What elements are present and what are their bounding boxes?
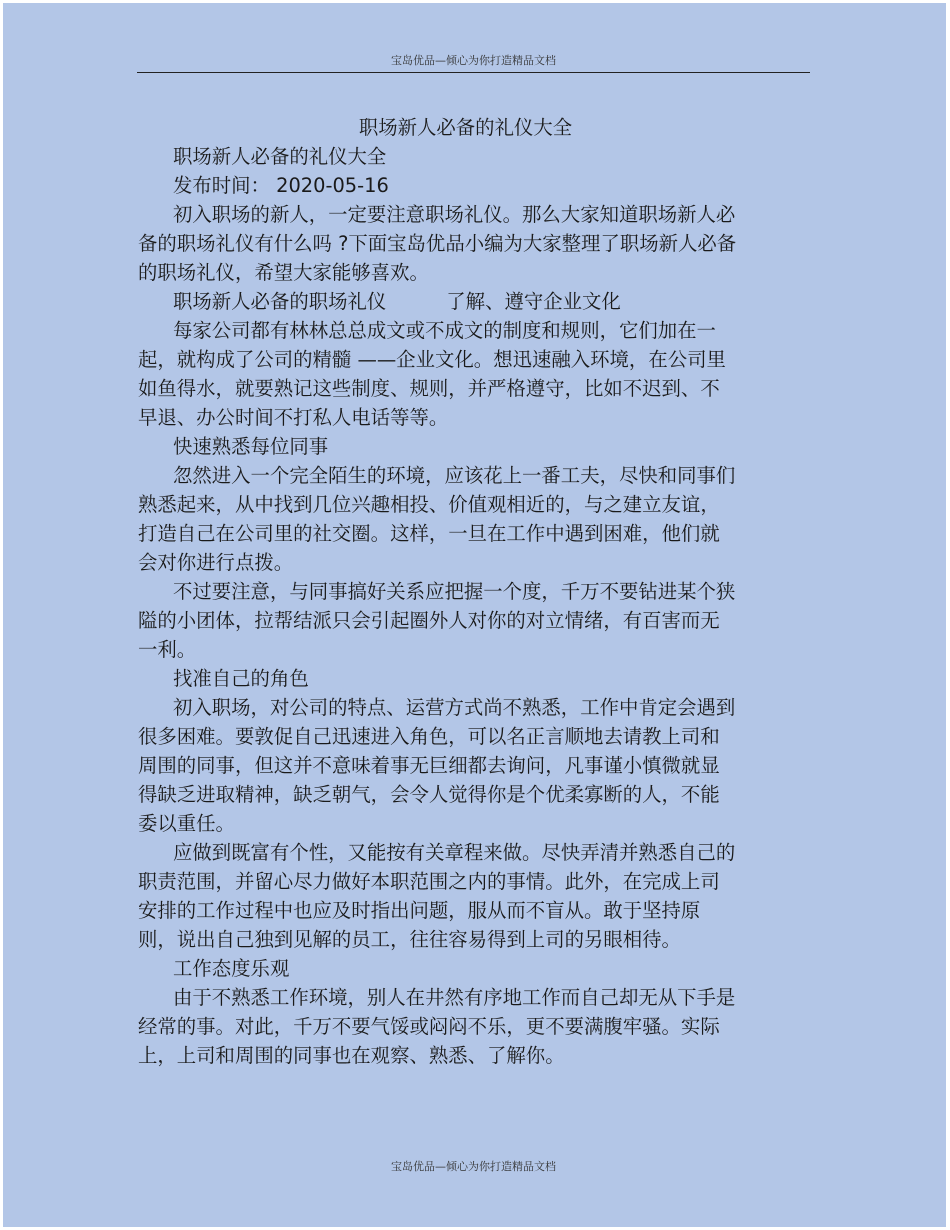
- paragraph-line: 隘的小团体，拉帮结派只会引起圈外人对你的对立情绪，有百害而无: [138, 609, 720, 632]
- document-title: 职场新人必备的礼仪大全: [358, 116, 573, 139]
- section-heading: [138, 287, 773, 316]
- paragraph-line: 不过要注意，与同事搞好关系应把握一个度，千万不要钻进某个狭: [173, 580, 736, 603]
- paragraph-line: 周围的同事，但这并不意味着事无巨细都去询问，凡事谨小慎微就显: [138, 754, 720, 777]
- paragraph-line: 每家公司都有林林总总成文或不成文的制度和规则，它们加在一: [173, 319, 716, 342]
- paragraph-line: 得缺乏进取精神，缺乏朝气，会令人觉得你是个优柔寡断的人，不能: [138, 783, 720, 806]
- paragraph-line: 打造自己在公司里的社交圈。这样，一旦在工作中遇到困难，他们就: [138, 522, 720, 545]
- paragraph-line: 熟悉起来，从中找到几位兴趣相投、价值观相近的，与之建立友谊，: [138, 493, 720, 516]
- paragraph-line: 会对你进行点拨。: [138, 551, 294, 574]
- paragraph-line: 如鱼得水，就要熟记这些制度、规则，并严格遵守，比如不迟到、不: [138, 377, 720, 400]
- document-body: [138, 113, 773, 1070]
- paragraph-line: 早退、办公时间不打私人电话等等。: [138, 406, 449, 429]
- paragraph-line: 一利。: [138, 638, 197, 661]
- paragraph-line: 委以重任。: [138, 812, 235, 835]
- section-heading: 工作态度乐观: [173, 957, 290, 980]
- paragraph-line: 安排的工作过程中也应及时指出问题，服从而不盲从。敢于坚持原: [138, 899, 701, 922]
- paragraph-line: 上，上司和周围的同事也在观察、熟悉、了解你。: [138, 1044, 565, 1067]
- paragraph-line: 经常的事。对此，千万不要气馁或闷闷不乐，更不要满腹牢骚。实际: [138, 1015, 720, 1038]
- paragraph-line: 初入职场，对公司的特点、运营方式尚不熟悉，工作中肯定会遇到: [173, 696, 736, 719]
- paragraph-line: 职责范围，并留心尽力做好本职范围之内的事情。此外，在完成上司: [138, 870, 720, 893]
- paragraph-line: 备的职场礼仪有什么吗 ?下面宝岛优品小编为大家整理了职场新人必备: [138, 232, 737, 255]
- paragraph-line: 初入职场的新人，一定要注意职场礼仪。那么大家知道职场新人必: [173, 203, 736, 226]
- paragraph-line: 忽然进入一个完全陌生的环境，应该花上一番工夫，尽快和同事们: [173, 464, 736, 487]
- publish-date: [138, 171, 773, 200]
- paragraph-line: 应做到既富有个性，又能按有关章程来做。尽快弄清并熟悉自己的: [173, 841, 736, 864]
- paragraph-line: 的职场礼仪，希望大家能够喜欢。: [138, 261, 429, 284]
- paragraph-line: 很多困难。要敦促自己迅速进入角色，可以名正言顺地去请教上司和: [138, 725, 720, 748]
- paragraph-line: 则，说出自己独到见解的员工，往往容易得到上司的另眼相待。: [138, 928, 681, 951]
- section-heading-main: 职场新人必备的职场礼仪: [173, 290, 387, 313]
- date-label: 发布时间：: [173, 174, 270, 197]
- page-footer: 宝岛优品—倾心为你打造精品文档: [391, 1160, 556, 1173]
- paragraph-line: 起，就构成了公司的精髓 ——企业文化。想迅速融入环境，在公司里: [138, 348, 726, 371]
- page-header: 宝岛优品—倾心为你打造精品文档: [137, 52, 810, 73]
- paragraph-line: 由于不熟悉工作环境，别人在井然有序地工作而自己却无从下手是: [173, 986, 736, 1009]
- section-heading: 找准自己的角色: [173, 667, 309, 690]
- section-heading: 快速熟悉每位同事: [173, 435, 329, 458]
- document-subtitle: 职场新人必备的礼仪大全: [173, 145, 387, 168]
- section-heading-sub: 了解、遵守企业文化: [446, 290, 621, 313]
- date-value: 2020-05-16: [276, 174, 389, 197]
